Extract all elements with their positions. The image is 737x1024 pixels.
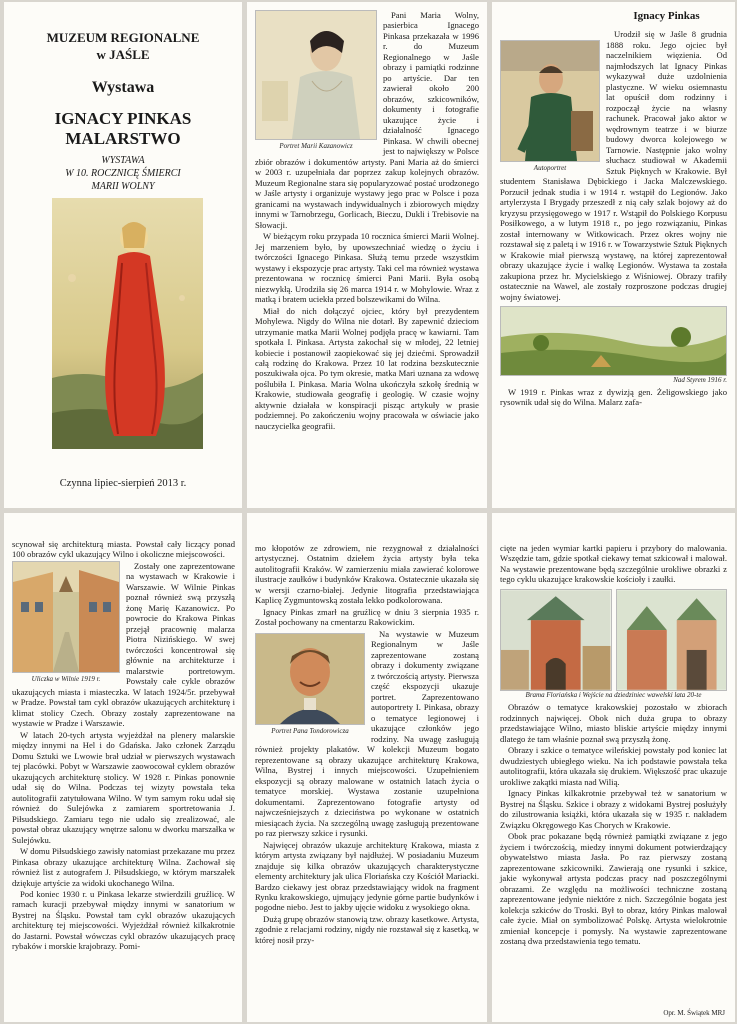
paragraph: Ignacy Pinkas kilkakrotnie przebywał też w sanatorium w Bystrej na Śląsku. Szkice i obrazy z widokami Bystrej posłużyły do zilustrowania książki, która ukazała się w 1935 r. nakładem Związku Okręgowego Kas Chorych w Krakowie. bbox=[500, 788, 727, 830]
paragraph: Pod koniec 1930 r. u Pinkasa lekarze stwierdzili gruźlicę. W ramach kuracji przebywał między innymi w sanatorium w Bystrej na Śląsku. Powstał tam cykl obrazów ukazujących architekturę tej miejscowości. Wyjeżdżał również kilkakrotnie do Jastarni. Powstał wówczas cykl obrazów ukazujących pracę rybaków i morskie krajobrazy. Pomi- bbox=[12, 888, 235, 952]
uliczka-figure bbox=[12, 561, 120, 684]
autoportrait-figure bbox=[500, 40, 600, 173]
caption-nad-styrem: Nad Styrem 1916 r. bbox=[673, 376, 727, 384]
caption-uliczka-wilno: Uliczka w Wilnie 1919 r. bbox=[31, 675, 101, 684]
panel-maria-wolny bbox=[247, 2, 487, 508]
paragraph: W 1919 r. Pinkas wraz z dywizją gen. Żeligowskiego jako rysownik udał się do Wilna. Malarz zafa- bbox=[500, 386, 727, 408]
cover-painting bbox=[52, 198, 203, 449]
caption-tondorowicz: Portret Pana Tondorowicza bbox=[271, 727, 349, 736]
paragraph: Zostały one zaprezentowane na wystawach w Krakowie i Warszawie. W Wilnie Pinkas poznał również swą przyszłą żonę Marię Kazanowicz. Po powrocie do Krakowa Pinkas przejął pracownię malarza Piotra Nizińskiego. W swej twórczości koncentrował się głównie na architekturze i malarstwie portretowym. Powstały całe cykle obrazów ukazujących miasta i miasteczka. W latach 1924/5r. przebywał w Pradze. Powstał tam cykl obrazów ukazujących architekturę i klimat stolicy Czech. Obrazy zostały zaprezentowane na wystawie w Pradze i Warszawie. bbox=[12, 560, 235, 729]
paragraph: W bieżącym roku przypada 10 rocznica śmierci Marii Wolnej. Jej marzeniem było, by upowszechniać wiedzę o życiu i twórczości Ignacego Pinkasa. Służą temu przede wszystkim wystawy i ekspozycje prac artysty. Taki cel ma również wystawa prezentowana w rocznicę śmierci Pani Marii. Była osobą niezwykłą. Urodziła się 26 marca 1914 r. w Mohylowie. Wraz z matką i bratem uciekła przed bolszewikami do Wilna. bbox=[255, 231, 479, 305]
panel-wilno bbox=[4, 513, 242, 1022]
autoportrait-image bbox=[500, 40, 600, 162]
paragraph: Ignacy Pinkas zmarł na gruźlicę w dniu 3 sierpnia 1935 r. Został pochowany na cmentarzu Rakowickim. bbox=[255, 606, 479, 628]
paragraph: Obrazów o tematyce krakowskiej pozostało w zbiorach rodzinnych najwięcej. Obok nich duża grupa to obrazy przedstawiające Wilno, miasto bliskie artyście między innymi dlatego że tam właśnie poznał swą przyszłą żonę. bbox=[500, 702, 727, 744]
section-heading: Ignacy Pinkas bbox=[633, 10, 700, 22]
nad-styrem-figure bbox=[500, 306, 727, 385]
exhibition-title: MALARSTWO bbox=[65, 129, 181, 148]
subtitle-line2: W 10. ROCZNICĘ ŚMIERCI bbox=[65, 168, 181, 179]
author-signature: Opr. M. Świątek MRJ bbox=[663, 1009, 725, 1018]
museum-name-line2: w JAŚLE bbox=[96, 47, 150, 62]
paragraph: Na wystawie w Muzeum Regionalnym w Jaśle zaprezentowane zostaną obrazy i dokumenty związane z twórczością artysty. Pierwsza część ekspozycji ukazuje portret. Zaprezentowano autoportrety I. Pinkasa, obrazy o tematyce legionowej i ukazujące członków jego rodziny. Na uwagę zasługują również projekty plakatów. W kolekcji Muzeum bogato reprezentowane są obrazy ukazujące architekturę Krakowa, Wilna, Bystrej i innych miejscowości. Uzupełnieniem ekspozycji są obrazy malowane w ostatnich latach życia o tematyce morskiej. Wystawa zostanie uzupełniona dokumentami. Zaprezentowano fotografie artysty od najwcześniejszych z dzieciństwa po wykonane w ostatnich miesiącach życia. Na szczególną uwagę zasługują prezentowane po raz pierwszy szkice i rysunki. bbox=[255, 628, 479, 839]
subtitle-line1: WYSTAWA bbox=[101, 155, 145, 166]
subtitle-line3: MARII WOLNY bbox=[91, 181, 155, 192]
artist-name: IGNACY PINKAS bbox=[54, 109, 192, 128]
nad-styrem-image bbox=[500, 306, 727, 376]
paragraph: W latach 20-tych artysta wyjeżdżał na plenery malarskie między innymi na Hel i do Gdańska. Jako członek Zarządu Domu Sztuki we Lwowie brał udział w pierwszych wystawach tej placówki. Pobyt w Warszawie zaowocował cyklem obrazów ukazujących architekturę stolicy. W 1928 r. Pinkas ponownie udał się do Wilna. Podczas tej wizyty powstała teka autolitografii zatytułowana Wilno. W tym samym roku udał się również do Sulejówka z zamiarem sportretowania J. Piłsudskiego. Zamiaru tego nie udało się zrealizować, ale powstał obraz ukazujący wnętrze salonu w dworku marszałka w Sulejówku. bbox=[12, 729, 235, 845]
paragraph: Urodził się w Jaśle 8 grudnia 1888 roku. Jego ojciec był naczelnikiem więzienia. Od najmłodszych lat Ignacy Pinkas wykazywał duże uzdolnienia plastyczne. W wieku osiemnastu lat opuścił dom rodzinny i rozpoczął życie na własny rachunek. Pracował jako aktor w wędrownym teatrze i w biurze budowy dworca kolejowego w Tarnowie. Następnie jako wolny słuchacz studiował w Akademii Sztuk Pięknych w Krakowie. Był studentem Stanisława Dębickiego i Jacka Malczewskiego. Porzucił jednak studia i w 1914 r. wstąpił do Legionów. Jako artylerzysta I Brygady przeszedł z nią cały szlak bojowy aż do kryzysu przysięgowego w 1917 r. Wstąpił do Polskiego Korpusu Posiłkowego, a w lutym 1918 r., po jego rozwiązaniu, Pinkas został internowany w Witkowicach. Przez okres wojny nie rozstawał się z paletą i w 1916 r. w Towarzystwie Sztuk Pięknych w Krakowie miał pierwszą wystawę, na której zaprezentował obrazy ukazujące życie i walkę Legionów. Wystawa ta została zakupiona przez hr. Mycielskiego z Wiśniowej. Obrazy trafiły ostatecznie na Wawel, ale zostały rozproszone podczas drugiej wojny światowej. bbox=[500, 29, 727, 302]
uliczka-image bbox=[12, 561, 120, 673]
cover-panel bbox=[4, 2, 242, 508]
tondorowicz-image bbox=[255, 633, 365, 725]
portrait-kazanowicz-image bbox=[255, 10, 377, 140]
paragraph: Pani Maria Wolny, pasierbica Ignacego Pinkasa przekazała w 1996 r. do Muzeum Regionalnego w Jaśle obrazy i pamiątki rodzinne po artyście. Dar ten zawierał około 200 obrazów, szkicowników, dokumenty i fotografie ukazujące życie i działalność Ignacego Pinkasa. W chwili obecnej jest to największy w Polsce zbiór obrazów i dokumentów artysty. Pani Maria aż do śmierci w 2003 r. uzupełniała dar poprzez zakup kolejnych obrazów. Muzeum Regionalne stara się popularyzować postać urodzonego w Jaśle artysty i organizuje wystawy jego prac w Polsce i poza granicami na wystawach indywidualnych i zbiorowych między innymi w Tarnobrzegu, Gorlicach, Bieczu, Dukli i Trebisovie na Słowacji. bbox=[255, 10, 479, 230]
portrait-figure bbox=[255, 10, 377, 151]
caption-brama-florianska: Brama Floriańska i Wejście na dziedziniec wawelski lata 20-te bbox=[525, 690, 702, 699]
paragraph: Obok prac pokazane będą również pamiątki związane z jego życiem i twórczością, miedzy innymi dokument potwierdzający obywatelstwo miasta Jasła. Po raz pierwszy zostaną zaprezentowane szkicowniki. Zawierają one rysunki i szkice, jakie wykonywał artysta podczas pracy nad poszczególnymi obrazami. Ze względu na możliwości techniczne zostaną zaprezentowane jedynie niektóre z nich. Szczególnie bogata jest kolekcja szkiców do Troski. Był to obraz, który Pinkas malował całe życie. Miał on symbolizować Polskę. Artysta wielokrotnie zmieniał koncepcje i pomysły. Na wystawie zaprezentowane zostaną dwa przedstawienia tego tematu. bbox=[500, 831, 727, 947]
tondorowicz-figure bbox=[255, 633, 365, 736]
wawel-courtyard-image bbox=[616, 589, 728, 691]
exhibition-dates: Czynna lipiec-sierpień 2013 r. bbox=[59, 478, 187, 489]
caption-portrait-kazanowicz: Portret Marii Kazanowicz bbox=[279, 142, 353, 151]
brama-florianska-image bbox=[500, 589, 612, 691]
panel-biography bbox=[492, 2, 735, 508]
panel-krakow bbox=[492, 513, 735, 1022]
paragraph: Obrazy i szkice o tematyce wileńskiej powstały pod koniec lat dwudziestych ubiegłego wieku. Na ich podstawie powstała teka autolitografii, która ukazała się drukiem. Większość prac ukazuje urokliwe zakątki miasta nad Wilią. bbox=[500, 745, 727, 787]
paragraph: Dużą grupę obrazów stanowią tzw. obrazy kasetkowe. Artysta, zgodnie z relacjami rodziny, nigdy nie rozstawał się z kasetką, w której nosił przy- bbox=[255, 913, 479, 945]
paragraph: mo kłopotów ze zdrowiem, nie rezygnował z działalności artystycznej. Ostatnim dziełem życia artysty była teka autolitografii Kraków. W zamierzeniu miała zawierać kolorowe ilustracje zaułków i budynków Krakowa. Ostatecznie ukazała się w wersji czarno-białej. Jedynie litografia przedstawiająca Kaplicę Zygmuntowską została lekko podkolorowana. bbox=[255, 543, 479, 606]
paragraph: W domu Piłsudskiego zawisły natomiast przekazane mu przez Pinkasa obrazy ukazujące architekturę Wilna. Zachował się również list z autografem J. Piłsudskiego, w którym marszałek dziękuje artyście za widoki ukochanego Wilna. bbox=[12, 846, 235, 888]
exhibition-label: Wystawa bbox=[91, 79, 155, 96]
krakow-figures bbox=[500, 589, 727, 700]
paragraph: cięte na jeden wymiar kartki papieru i przybory do malowania. Wszędzie tam, gdzie spotkał ciekawy temat szkicował i malował. Na wystawie prezentowane będą szczególnie urokliwe obrazki z tego cyklu ukazujące krakowskie kościoły i zaułki. bbox=[500, 543, 727, 585]
paragraph: Miał do nich dołączyć ojciec, który był prezydentem Mohylewa. Nigdy do Wilna nie dotarł. By zapewnić dzieciom utrzymanie matka Marii Wolnej podjęła pracę w kawiarni. Tam spotkała I. Pinkasa. Artysta zakochał się w młodej, 22 letniej kobiecie i postanowił zaopiekować się jej dziećmi. Sprowadził całą rodzinę do Krakowa. Przez 10 lat rodzina bezskutecznie poszukiwała ojca. Po tym okresie, matka Mari uznana za wdowę poślubiła I. Pinkasa. Maria Wolna ukończyła szkołę średnią w Krakowie, studiowała geografię i geologię. W czasie wojny aktywnie działała w konspiracji pisząc artykuły w prasie podziemnej. Po zakończeniu wojny pracowała w oświacie jako nauczycielka geografii. bbox=[255, 305, 479, 431]
paragraph: scynował się architekturą miasta. Powstał cały liczący ponad 100 obrazów cykl ukazujący Wilno i okoliczne miejscowości. bbox=[12, 539, 235, 560]
paragraph: Najwięcej obrazów ukazuje architekturę Krakowa, miasta z którym artysta związany był najdłużej. W posiadaniu Muzeum znajduje się kilka obrazów ukazujących charakterystyczne elementy architektury jak ulica Floriańska czy Kościół Mariacki. Bardzo ciekawy jest obraz przedstawiający widok na fragment Rynku krakowskiego, ujmujący jedynie górne partie budynków i pogodne niebo. Jest to jakby ujęcie widoku z wysokiego okna. bbox=[255, 839, 479, 913]
caption-autoportret: Autoportret bbox=[533, 164, 567, 173]
museum-name-line1: MUZEUM REGIONALNE bbox=[46, 30, 200, 45]
panel-exhibition bbox=[247, 513, 487, 1022]
